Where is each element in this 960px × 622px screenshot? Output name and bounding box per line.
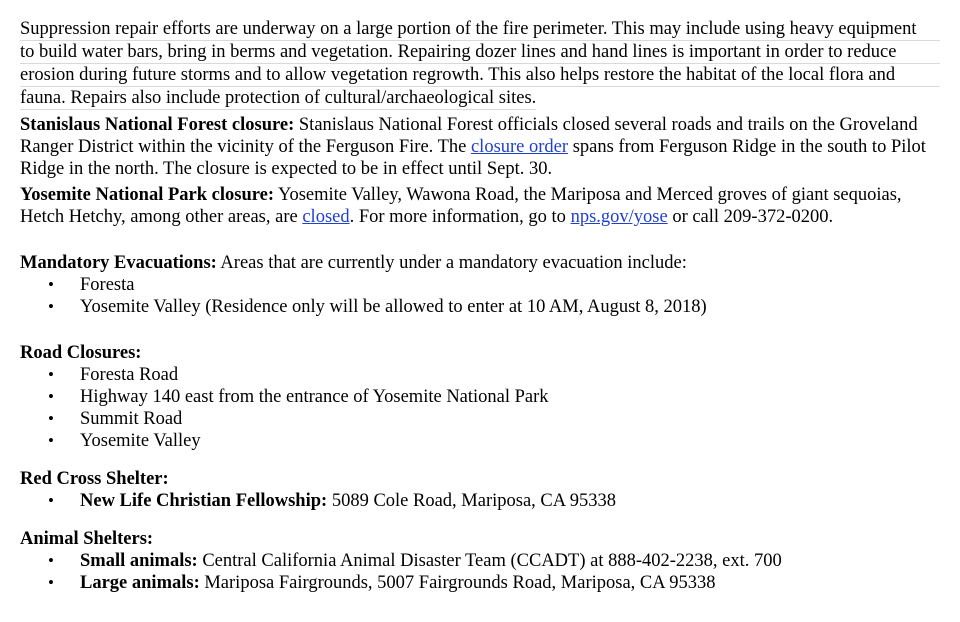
spacer	[20, 228, 940, 252]
red-cross-list	[20, 490, 940, 512]
shelter-address: 5089 Cole Road, Mariposa, CA 95338	[327, 491, 616, 511]
intro-line: to build water bars, bring in berms and vegetation. Repairing dozer lines and hand lines is important in order to reduce	[20, 41, 940, 64]
shelter-label: New Life Christian Fellowship:	[80, 491, 328, 511]
small-animals-text: Central California Animal Disaster Team (CCADT) at 888-402-2238, ext. 700	[197, 551, 782, 571]
intro-line: erosion during future storms and to allow vegetation regrowth. This also helps restore the habitat of the local flora and	[20, 64, 940, 87]
list-item: • Highway 140 east from the entrance of Yosemite National Park	[20, 386, 940, 408]
yosemite-text-mid: . For more information, go to	[349, 207, 571, 227]
list-item: • Summit Road	[20, 408, 940, 430]
evacuations-heading: Mandatory Evacuations:	[20, 253, 217, 273]
evacuations-intro: Areas that are currently under a mandatory evacuation include:	[216, 253, 687, 273]
intro-line: fauna. Repairs also include protection of cultural/archaeological sites.	[20, 88, 537, 108]
stanislaus-text: Stanislaus National Forest officials closed several roads and trails on the Groveland Ranger District within the vicinity of the Ferguson Fire. The	[20, 115, 918, 157]
nps-gov-link[interactable]: nps.gov/yose	[570, 207, 668, 227]
road-closures-list	[20, 364, 940, 452]
stanislaus-heading: Stanislaus National Forest closure:	[20, 115, 295, 135]
document-body	[20, 18, 940, 594]
small-animals-label: Small animals:	[80, 551, 198, 571]
spacer	[20, 318, 940, 342]
road-closures-heading: Road Closures:	[20, 343, 142, 363]
yosemite-paragraph	[20, 184, 940, 228]
large-animals-label: Large animals:	[80, 573, 200, 593]
intro-paragraph	[20, 18, 940, 110]
yosemite-text-end: or call 209-372-0200.	[667, 207, 834, 227]
animal-shelters-list	[20, 550, 940, 594]
yosemite-heading: Yosemite National Park closure:	[20, 185, 274, 205]
list-item	[20, 490, 940, 512]
list-item: • Foresta	[20, 274, 940, 296]
list-item: • Yosemite Valley (Residence only will be allowed to enter at 10 AM, August 8, 2018)	[20, 296, 940, 318]
closure-order-link[interactable]: closure order	[470, 137, 569, 157]
list-item: • Foresta Road	[20, 364, 940, 386]
red-cross-heading-line	[20, 468, 940, 490]
spacer	[20, 512, 940, 528]
evacuations-heading-line	[20, 252, 940, 274]
yosemite-text: Yosemite Valley, Wawona Road, the Mariposa and Merced groves of giant sequoias, Hetch Hetchy, among other areas, are	[20, 185, 902, 227]
road-closures-heading-line	[20, 342, 940, 364]
list-item: • Yosemite Valley	[20, 430, 940, 452]
list-item	[20, 550, 940, 572]
animal-shelters-heading: Animal Shelters:	[20, 529, 154, 549]
large-animals-text: Mariposa Fairgrounds, 5007 Fairgrounds Road, Mariposa, CA 95338	[199, 573, 716, 593]
intro-line: Suppression repair efforts are underway on a large portion of the fire perimeter. This may include using heavy equipment	[20, 18, 940, 41]
stanislaus-text-end: spans from Ferguson Ridge in the south to Pilot Ridge in the north. The closure is expected to be in effect until Sept. 30.	[20, 137, 926, 179]
spacer	[20, 452, 940, 468]
stanislaus-paragraph	[20, 114, 940, 180]
list-item	[20, 572, 940, 594]
animal-shelters-heading-line	[20, 528, 940, 550]
closed-link[interactable]: closed	[302, 207, 350, 227]
evacuations-list	[20, 274, 940, 318]
red-cross-heading: Red Cross Shelter:	[20, 469, 169, 489]
